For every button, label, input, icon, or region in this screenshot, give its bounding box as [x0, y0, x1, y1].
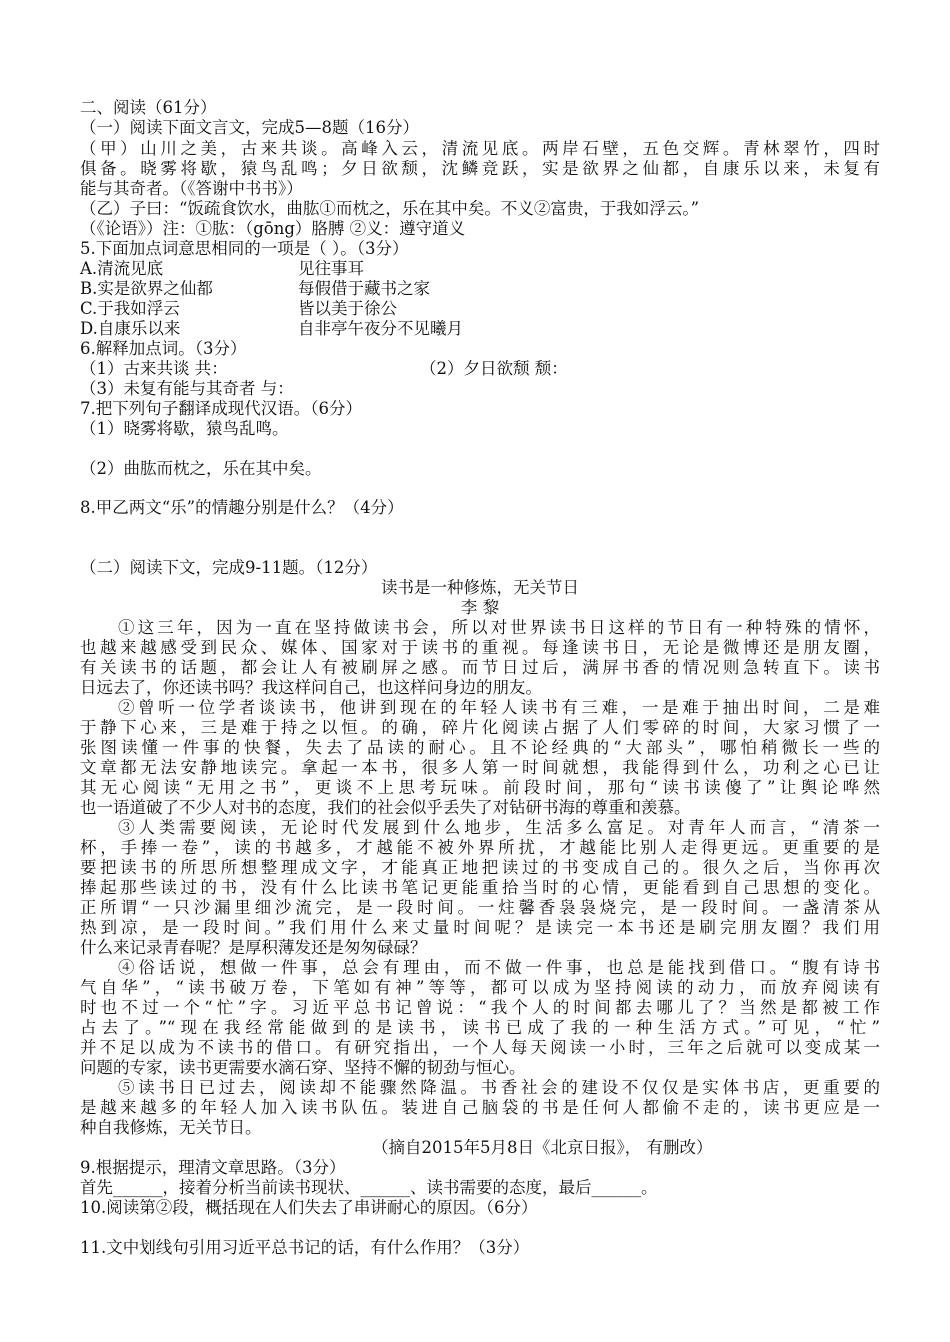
- article-author: 李 黎: [460, 598, 500, 617]
- article-line: 气自华”，“读书破万卷，下笔如有神”等等，都可以成为坚持阅读的动力，而放弃阅读有: [80, 978, 880, 997]
- article-line: ⑤读书日已过去，阅读却不能骤然降温。书香社会的建设不仅仅是实体书店，更重要的: [118, 1078, 880, 1097]
- q6-item: （3）未复有能与其奇者 与：: [80, 379, 294, 398]
- article-line: 要把读书的所思所想整理成文字，才能真正地把读过的书变成自己的。很久之后，当你再次: [80, 858, 880, 877]
- article-line: 也越来越感受到民众、媒体、国家对于读书的重视。每逢读书日，无论是微博还是朋友圈，: [80, 638, 880, 657]
- q7-item: （2）曲肱而枕之，乐在其中矣。: [80, 459, 322, 478]
- article-line: ①这三年，因为一直在坚持做读书会，所以对世界读书日这样的节日有一种特殊的情怀，: [118, 618, 880, 637]
- article-line: 杯，手捧一卷”，读的书越多，才越能不被外界所扰，才越能比别人走得更远。更重要的是: [80, 838, 880, 857]
- article-line: 问题的专家，读书更需要水滴石穿、坚持不懈的韧劲与恒心。: [80, 1058, 526, 1077]
- q9-fill-line: 首先______，接着分析当前读书现状、______、读书需要的态度，最后______。: [80, 1178, 658, 1197]
- q5-option-left: D.自康乐以来: [80, 319, 181, 338]
- article-line: 日远去了，你还读书吗？我这样问自己，也这样问身边的朋友。: [80, 678, 542, 697]
- q7-stem: 7.把下列句子翻译成现代汉语。（6分）: [80, 399, 362, 418]
- article-line: 有关读书的话题，都会让人有被刷屏之感。而节日过后，满屏书香的情况则急转直下。读书: [80, 658, 880, 677]
- q5-option-left: C.于我如浮云: [80, 299, 180, 318]
- jia-text-line: 能与其奇者。（《答谢中书书》）: [80, 179, 303, 198]
- article-line: ②曾听一位学者谈读书，他讲到现在的年轻人读书有三难，一是难于抽出时间，二是难: [118, 698, 880, 717]
- article-line: 占去了。”“现在我经常能做到的是读书，读书已成了我的一种生活方式。”可见，“忙”: [80, 1018, 880, 1037]
- article-line: 种自我修炼，无关节日。: [80, 1118, 262, 1137]
- article-line: 时也不过一个“忙”字。习近平总书记曾说：“我个人的时间都去哪儿了？当然是都被工作: [80, 998, 880, 1017]
- article-line: 文章都无法安静地读完。拿起一本书，很多人第一时间就想，我能得到什么，功利之心已让: [80, 758, 880, 777]
- q5-option-right: 自非亭午夜分不见曦月: [298, 319, 463, 338]
- article-line: ③人类需要阅读，无论时代发展到什么地步，生活多么富足。对青年人而言，“清茶一: [118, 818, 880, 837]
- part2-heading: （二）阅读下文，完成9-11题。（12分）: [80, 558, 378, 577]
- q7-item: （1）晓雾将歇，猿鸟乱鸣。: [80, 419, 289, 438]
- article-line: 什么来记录青春呢？是厚积薄发还是匆匆碌碌？: [80, 938, 427, 957]
- q6-item: （1）古来共谈 共：: [80, 359, 228, 378]
- article-line: 也一语道破了不少人对书的态度，我们的社会似乎丢失了对钻研书海的尊重和羡慕。: [80, 798, 691, 817]
- part1-heading: （一）阅读下面文言文，完成5—8题（16分）: [80, 118, 419, 137]
- article-line: 捧起那些读过的书，没有什么比读书笔记更能重拾当时的心情，更能看到自己思想的变化。: [80, 878, 880, 897]
- q5-option-left: A.清流见底: [80, 259, 164, 278]
- q6-stem: 6.解释加点词。（3分）: [80, 339, 247, 358]
- yi-text-line: （《论语》）注：①肱：（gōng）胳膊 ②义：遵守道义: [80, 219, 466, 238]
- article-line: 于静下心来，三是难于持之以恒。的确，碎片化阅读占据了人们零碎的时间，大家习惯了一: [80, 718, 880, 737]
- article-line: 并不足以成为不读书的借口。有研究指出，一个人每天阅读一小时，三年之后就可以变成某一: [80, 1038, 880, 1057]
- q5-stem: 5.下面加点词意思相同的一项是（ ）。（3分）: [80, 239, 409, 258]
- yi-text-line: （乙）子曰：“饭疏食饮水，曲肱①而枕之，乐在其中矣。不义②富贵，于我如浮云。”: [80, 199, 700, 218]
- article-line: ④俗话说，想做一件事，总会有理由，而不做一件事，也总是能找到借口。“腹有诗书: [118, 958, 880, 977]
- q5-option-right: 皆以美于徐公: [298, 299, 397, 318]
- article-line: 是越来越多的年轻人加入读书队伍。装进自己脑袋的书是任何人都偷不走的，读书更应是一: [80, 1098, 880, 1117]
- q5-option-right: 每假借于藏书之家: [298, 279, 430, 298]
- article-line: 其无心阅读“无用之书”，更谈不上思考玩味。前段时间，那句“读书读傻了”让舆论哗然: [80, 778, 880, 797]
- jia-text-line: 俱备。晓雾将歇，猿鸟乱鸣；夕日欲颓，沈鳞竞跃，实是欲界之仙都，自康乐以来，未复有: [80, 159, 880, 178]
- article-line: 正所谓“一只沙漏里细沙流完，是一段时间。一炷馨香袅袅烧完，是一段时间。一盏清茶从: [80, 898, 880, 917]
- q8-stem: 8.甲乙两文“乐”的情趣分别是什么？（4分）: [80, 498, 404, 517]
- q10-stem: 10.阅读第②段，概括现在人们失去了串讲耐心的原因。（6分）: [80, 1198, 538, 1217]
- article-line: 热到凉，是一段时间。”我们用什么来丈量时间呢？是读完一本书还是刷完朋友圈？我们用: [80, 918, 880, 937]
- q5-option-left: B.实是欲界之仙都: [80, 279, 213, 298]
- q11-stem: 11.文中划线句引用习近平总书记的话，有什么作用？（3分）: [80, 1238, 530, 1257]
- q6-item: （2）夕日欲颓 颓：: [420, 359, 568, 378]
- article-source: （摘自2015年5月8日《北京日报》， 有删改）: [372, 1138, 713, 1157]
- jia-text-line: （甲）山川之美，古来共谈。高峰入云，清流见底。两岸石壁，五色交辉。青林翠竹，四时: [80, 139, 880, 158]
- q9-stem: 9.根据提示，理清文章思路。（3分）: [80, 1158, 346, 1177]
- section-heading: 二、阅读（61分）: [80, 98, 217, 117]
- article-line: 张图读懂一件事的快餐，失去了品读的耐心。且不论经典的“大部头”，哪怕稍微长一些的: [80, 738, 880, 757]
- article-title: 读书是一种修炼，无关节日: [381, 578, 579, 597]
- q5-option-right: 见往事耳: [298, 259, 364, 278]
